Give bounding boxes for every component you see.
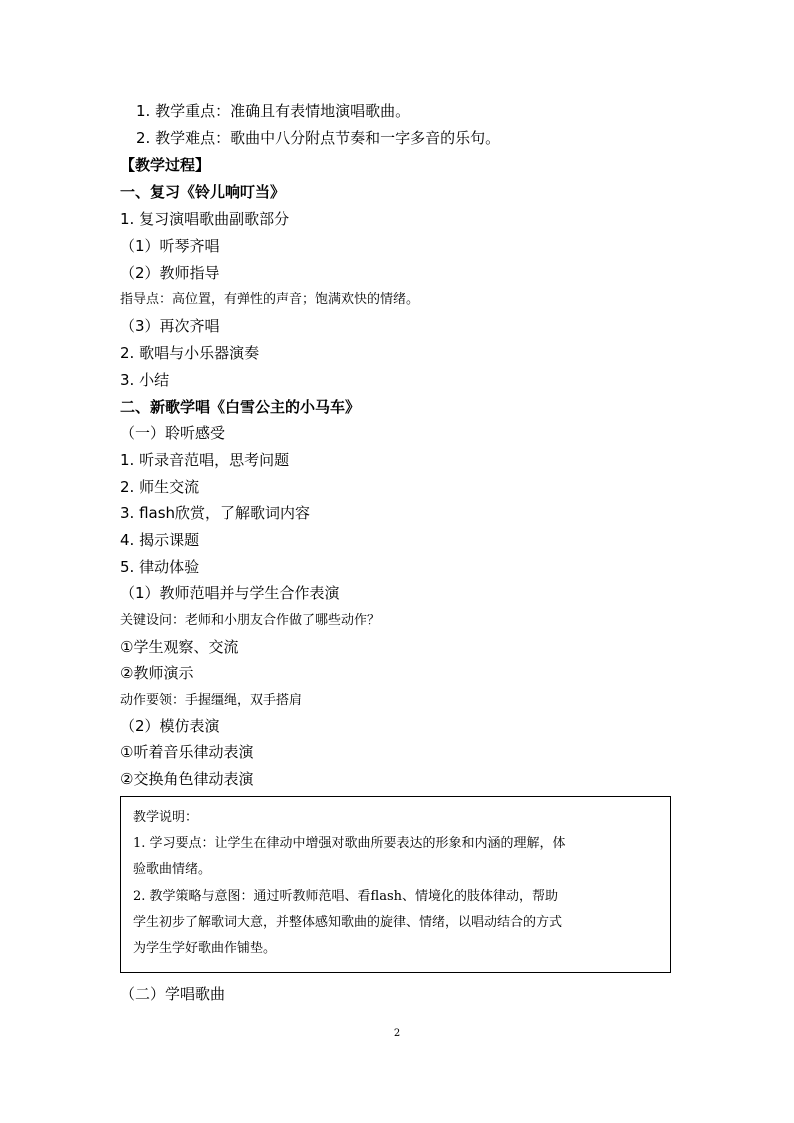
key-question-note: 关键设问：老师和小朋友合作做了哪些动作？ — [120, 613, 381, 628]
list-item: 1. 听录音范唱，思考问题 — [120, 451, 290, 469]
list-item: （1）听琴齐唱 — [120, 237, 220, 255]
box-paragraph-2-end: 为学生学好歌曲作铺垫。 — [133, 941, 277, 956]
list-item: （2）教师指导 — [120, 264, 220, 282]
list-item: 3. 小结 — [120, 371, 170, 389]
box-paragraph-2-cont: 学生初步了解歌词大意，并整体感知歌曲的旋律、情绪，以唱动结合的方式 — [133, 915, 563, 930]
list-item: 5. 律动体验 — [120, 558, 200, 576]
list-item: （1）教师范唱并与学生合作表演 — [120, 584, 340, 602]
section-heading-process: 【教学过程】 — [120, 156, 211, 174]
list-item: ①听着音乐律动表演 — [120, 743, 254, 761]
box-paragraph-1-cont: 验歌曲情绪。 — [133, 862, 212, 877]
teaching-difficulty: 2. 教学难点：歌曲中八分附点节奏和一字多音的乐句。 — [136, 129, 501, 147]
guidance-note: 指导点：高位置，有弹性的声音；饱满欢快的情绪。 — [120, 292, 420, 307]
teaching-focus: 1. 教学重点：准确且有表情地演唱歌曲。 — [136, 102, 411, 120]
list-item: ②交换角色律动表演 — [120, 770, 254, 788]
list-item: 2. 师生交流 — [120, 478, 200, 496]
list-item: ②教师演示 — [120, 664, 194, 682]
box-paragraph-1: 1. 学习要点：让学生在律动中增强对歌曲所要表达的形象和内涵的理解，体 — [133, 836, 566, 851]
heading-learn-song: （二）学唱歌曲 — [120, 985, 226, 1003]
list-item: ①学生观察、交流 — [120, 638, 239, 656]
box-title: 教学说明： — [133, 810, 199, 825]
list-item: 1. 复习演唱歌曲副歌部分 — [120, 210, 290, 228]
teaching-explanation-box — [120, 796, 671, 973]
list-item: （3）再次齐唱 — [120, 317, 220, 335]
list-item: 3. flash欣赏，了解歌词内容 — [120, 504, 311, 522]
list-item: （一）聆听感受 — [120, 424, 226, 442]
action-essentials-note: 动作要领：手握缰绳，双手搭肩 — [120, 693, 303, 708]
heading-new-song: 二、新歌学唱《白雪公主的小马车》 — [120, 398, 361, 416]
heading-review: 一、复习《铃儿响叮当》 — [120, 183, 286, 201]
list-item: （2）模仿表演 — [120, 717, 220, 735]
page-number: 2 — [393, 1028, 401, 1039]
box-paragraph-2: 2. 教学策略与意图：通过听教师范唱、看flash、情境化的肢体律动，帮助 — [133, 889, 559, 904]
list-item: 4. 揭示课题 — [120, 531, 200, 549]
list-item: 2. 歌唱与小乐器演奏 — [120, 344, 260, 362]
